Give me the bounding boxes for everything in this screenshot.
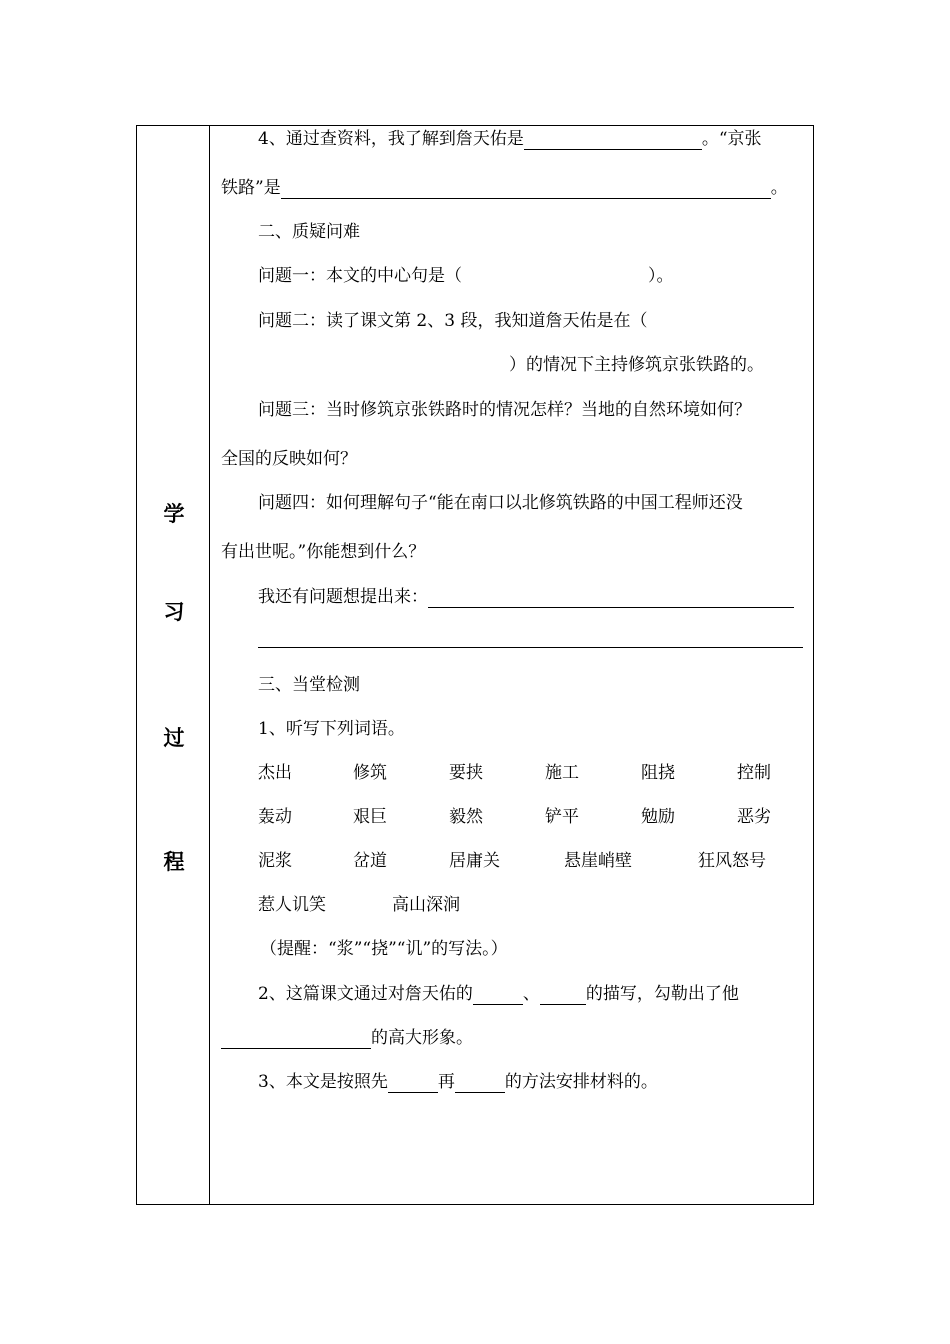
q4-blank-2[interactable]: [281, 181, 771, 199]
item-3-blank-1[interactable]: [388, 1075, 438, 1093]
side-label-char-2: 习: [163, 600, 185, 624]
question-1-text: 问题一：本文的中心句是（: [258, 266, 462, 286]
item-2-blank-2[interactable]: [540, 987, 586, 1005]
item-3-text-3: 的方法安排材料的。: [504, 1072, 658, 1092]
q4-text-4: 。: [770, 178, 788, 198]
q4-line-1: [258, 128, 762, 150]
question-1: [258, 265, 674, 287]
item-2-text-2: 的描写，勾勒出了他: [585, 984, 739, 1004]
item-2-blank-1[interactable]: [473, 987, 523, 1005]
word: 阻挠: [641, 763, 675, 783]
q4-line-2: [221, 177, 788, 199]
word: 悬崖峭壁: [564, 851, 632, 871]
word: 惹人讥笑: [258, 895, 326, 915]
word: 要挟: [449, 763, 483, 783]
q4-text-2: 。“京张: [701, 129, 762, 149]
section3-heading: 三、当堂检测: [258, 675, 360, 695]
word: 艰巨: [353, 807, 387, 827]
word: 杰出: [258, 763, 292, 783]
more-questions: [258, 586, 794, 608]
more-questions-blank-2[interactable]: [258, 647, 803, 648]
item-2-separator: 、: [522, 984, 540, 1004]
q4-text-1: 4、通过查资料，我了解到詹天佑是: [258, 129, 524, 149]
item-1: 1、听写下列词语。: [258, 719, 405, 739]
word: 高山深涧: [392, 895, 460, 915]
side-label-char-1: 学: [163, 502, 185, 526]
more-questions-blank-1[interactable]: [428, 590, 794, 608]
word: 狂风怒号: [698, 851, 766, 871]
word: 修筑: [353, 763, 387, 783]
question-2-line-1: 问题二：读了课文第 2、3 段，我知道詹天佑是在（: [258, 311, 648, 331]
question-4-line-2: 有出世呢。”你能想到什么？: [221, 542, 426, 562]
side-label-char-4: 程: [163, 850, 185, 874]
word: 毅然: [449, 807, 483, 827]
item-2-line-1: [258, 983, 739, 1005]
more-questions-label: 我还有问题想提出来：: [258, 587, 428, 607]
item-2-line-2: [221, 1027, 473, 1049]
q4-text-3: 铁路”是: [221, 178, 281, 198]
question-4-line-1: 问题四：如何理解句子“能在南口以北修筑铁路的中国工程师还没: [258, 493, 743, 513]
word: 泥浆: [258, 851, 292, 871]
word: 居庸关: [449, 851, 500, 871]
question-3-line-1: 问题三：当时修筑京张铁路时的情况怎样？当地的自然环境如何？: [258, 400, 751, 420]
item-2-blank-3[interactable]: [221, 1031, 371, 1049]
word: 勉励: [641, 807, 675, 827]
word: 施工: [545, 763, 579, 783]
word: 岔道: [353, 851, 387, 871]
question-2-line-2: ）的情况下主持修筑京张铁路的。: [509, 355, 764, 375]
item-3-text-1: 3、本文是按照先: [258, 1072, 388, 1092]
item-3-blank-2[interactable]: [455, 1075, 505, 1093]
word: 恶劣: [737, 807, 771, 827]
section2-heading: 二、质疑问难: [258, 222, 360, 242]
item-3: [258, 1071, 658, 1093]
column-divider: [209, 125, 210, 1205]
side-label-char-3: 过: [163, 726, 185, 750]
reminder: （提醒：“浆”“挠”“讥”的写法。）: [260, 939, 508, 959]
word: 轰动: [258, 807, 292, 827]
item-2-text-1: 2、这篇课文通过对詹天佑的: [258, 984, 473, 1004]
word: 铲平: [545, 807, 579, 827]
q4-blank-1[interactable]: [524, 132, 702, 150]
word: 控制: [737, 763, 771, 783]
question-3-line-2: 全国的反映如何？: [221, 449, 357, 469]
item-2-text-3: 的高大形象。: [371, 1028, 473, 1048]
item-3-text-2: 再: [437, 1072, 455, 1092]
question-1-close: ）。: [648, 266, 674, 286]
